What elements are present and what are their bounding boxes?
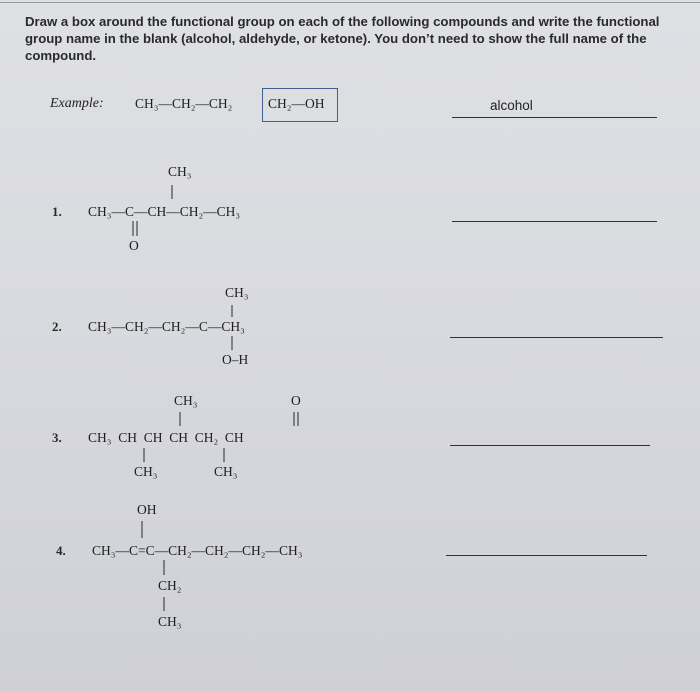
- compound-4-number: 4.: [56, 543, 66, 558]
- compound-3-number: 3.: [52, 430, 62, 445]
- compound-3-bottom-substituent-2: CH₃: [214, 464, 238, 479]
- compound-2-bottom-substituent: O–H: [222, 352, 249, 367]
- compound-4-main-chain: CH₃—C=C—CH₂—CH₂—CH₂—CH₃: [92, 543, 303, 558]
- compound-3-bottom-substituent-1: CH₃: [134, 464, 158, 479]
- compound-1-number: 1.: [52, 204, 62, 219]
- example-formula: CH₃—CH₂—CH₂: [135, 96, 233, 111]
- compound-3-top-substituent: CH₃: [174, 393, 198, 408]
- compound-2-top-substituent: CH₃: [225, 285, 249, 300]
- example-label: Example:: [50, 96, 104, 111]
- compound-1-main-chain: CH₃—C—CH—CH₂—CH₃: [88, 204, 241, 219]
- compound-4-top-substituent: OH: [137, 502, 157, 517]
- compound-3-main-chain: CH₃ CH CH CH CH₂ CH: [88, 430, 244, 445]
- compound-4-bottom-substituent: CH₂: [158, 578, 182, 593]
- example-answer: alcohol: [490, 98, 533, 113]
- compound-4-bottom-end-substituent: CH₃: [158, 614, 182, 629]
- compound-3-top-right-substituent: O: [291, 393, 301, 408]
- instructions-text: Draw a box around the functional group on each of the following compounds and write the functional group name in the blank (alcohol, aldehyde, or ketone). You don’t need to show the full name of the compound.: [25, 14, 660, 63]
- example-boxed-group: CH₂—OH: [268, 96, 325, 111]
- compound-2-main-chain: CH₃—CH₂—CH₂—C—CH₃: [88, 319, 245, 334]
- compound-1-top-substituent: CH₃: [168, 164, 192, 179]
- compound-1-bottom-substituent: O: [129, 238, 139, 253]
- compound-2-number: 2.: [52, 319, 62, 334]
